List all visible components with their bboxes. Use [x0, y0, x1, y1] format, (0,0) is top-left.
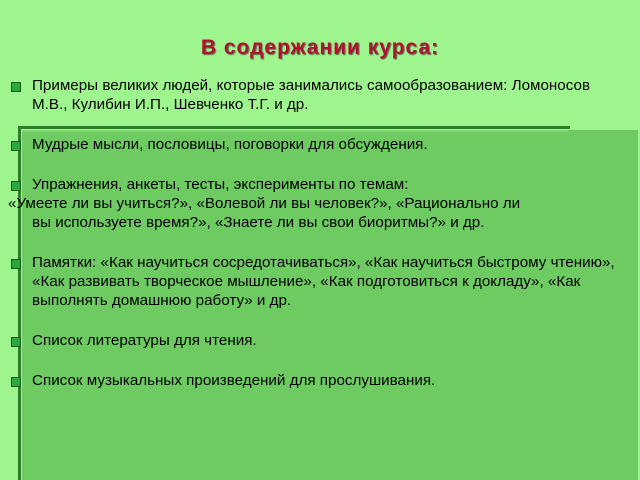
list-item [0, 253, 640, 310]
bullet-list [0, 76, 640, 411]
square-bullet-icon [11, 337, 21, 347]
item-text: Примеры великих людей, которые занимались самообразованием: Ломоносов М.В., Кулибин И.П., Шевченко Т.Г. и др. [32, 77, 591, 113]
list-item [0, 135, 640, 154]
item-text: Мудрые мысли, пословицы, поговорки для обсуждения. [32, 136, 428, 153]
square-bullet-icon [11, 259, 21, 269]
square-bullet-icon [11, 377, 21, 387]
item-subtext-line1: «Умеете ли вы учиться?», «Волевой ли вы человек?», «Рационально ли [8, 195, 521, 212]
list-item [0, 331, 640, 350]
item-text: Упражнения, анкеты, тесты, эксперименты по темам: [32, 176, 409, 193]
list-item [0, 175, 640, 232]
square-bullet-icon [11, 82, 21, 92]
item-text: Список музыкальных произведений для прослушивания. [32, 372, 436, 389]
item-subtext-line2: вы используете время?», «Знаете ли вы свои биоритмы?» и др. [32, 214, 485, 231]
list-item [0, 76, 640, 114]
item-text: Памятки: «Как научиться сосредотачиваться», «Как научиться быстрому чтению», «Как развивать творческое мышление», «Как подготовиться к докладу», «Как выполнять домашнюю работу» и др. [32, 254, 615, 309]
item-text: Список литературы для чтения. [32, 332, 257, 349]
square-bullet-icon [11, 181, 21, 191]
square-bullet-icon [11, 141, 21, 151]
slide-title: В содержании курса: [200, 36, 440, 59]
list-item [0, 371, 640, 390]
